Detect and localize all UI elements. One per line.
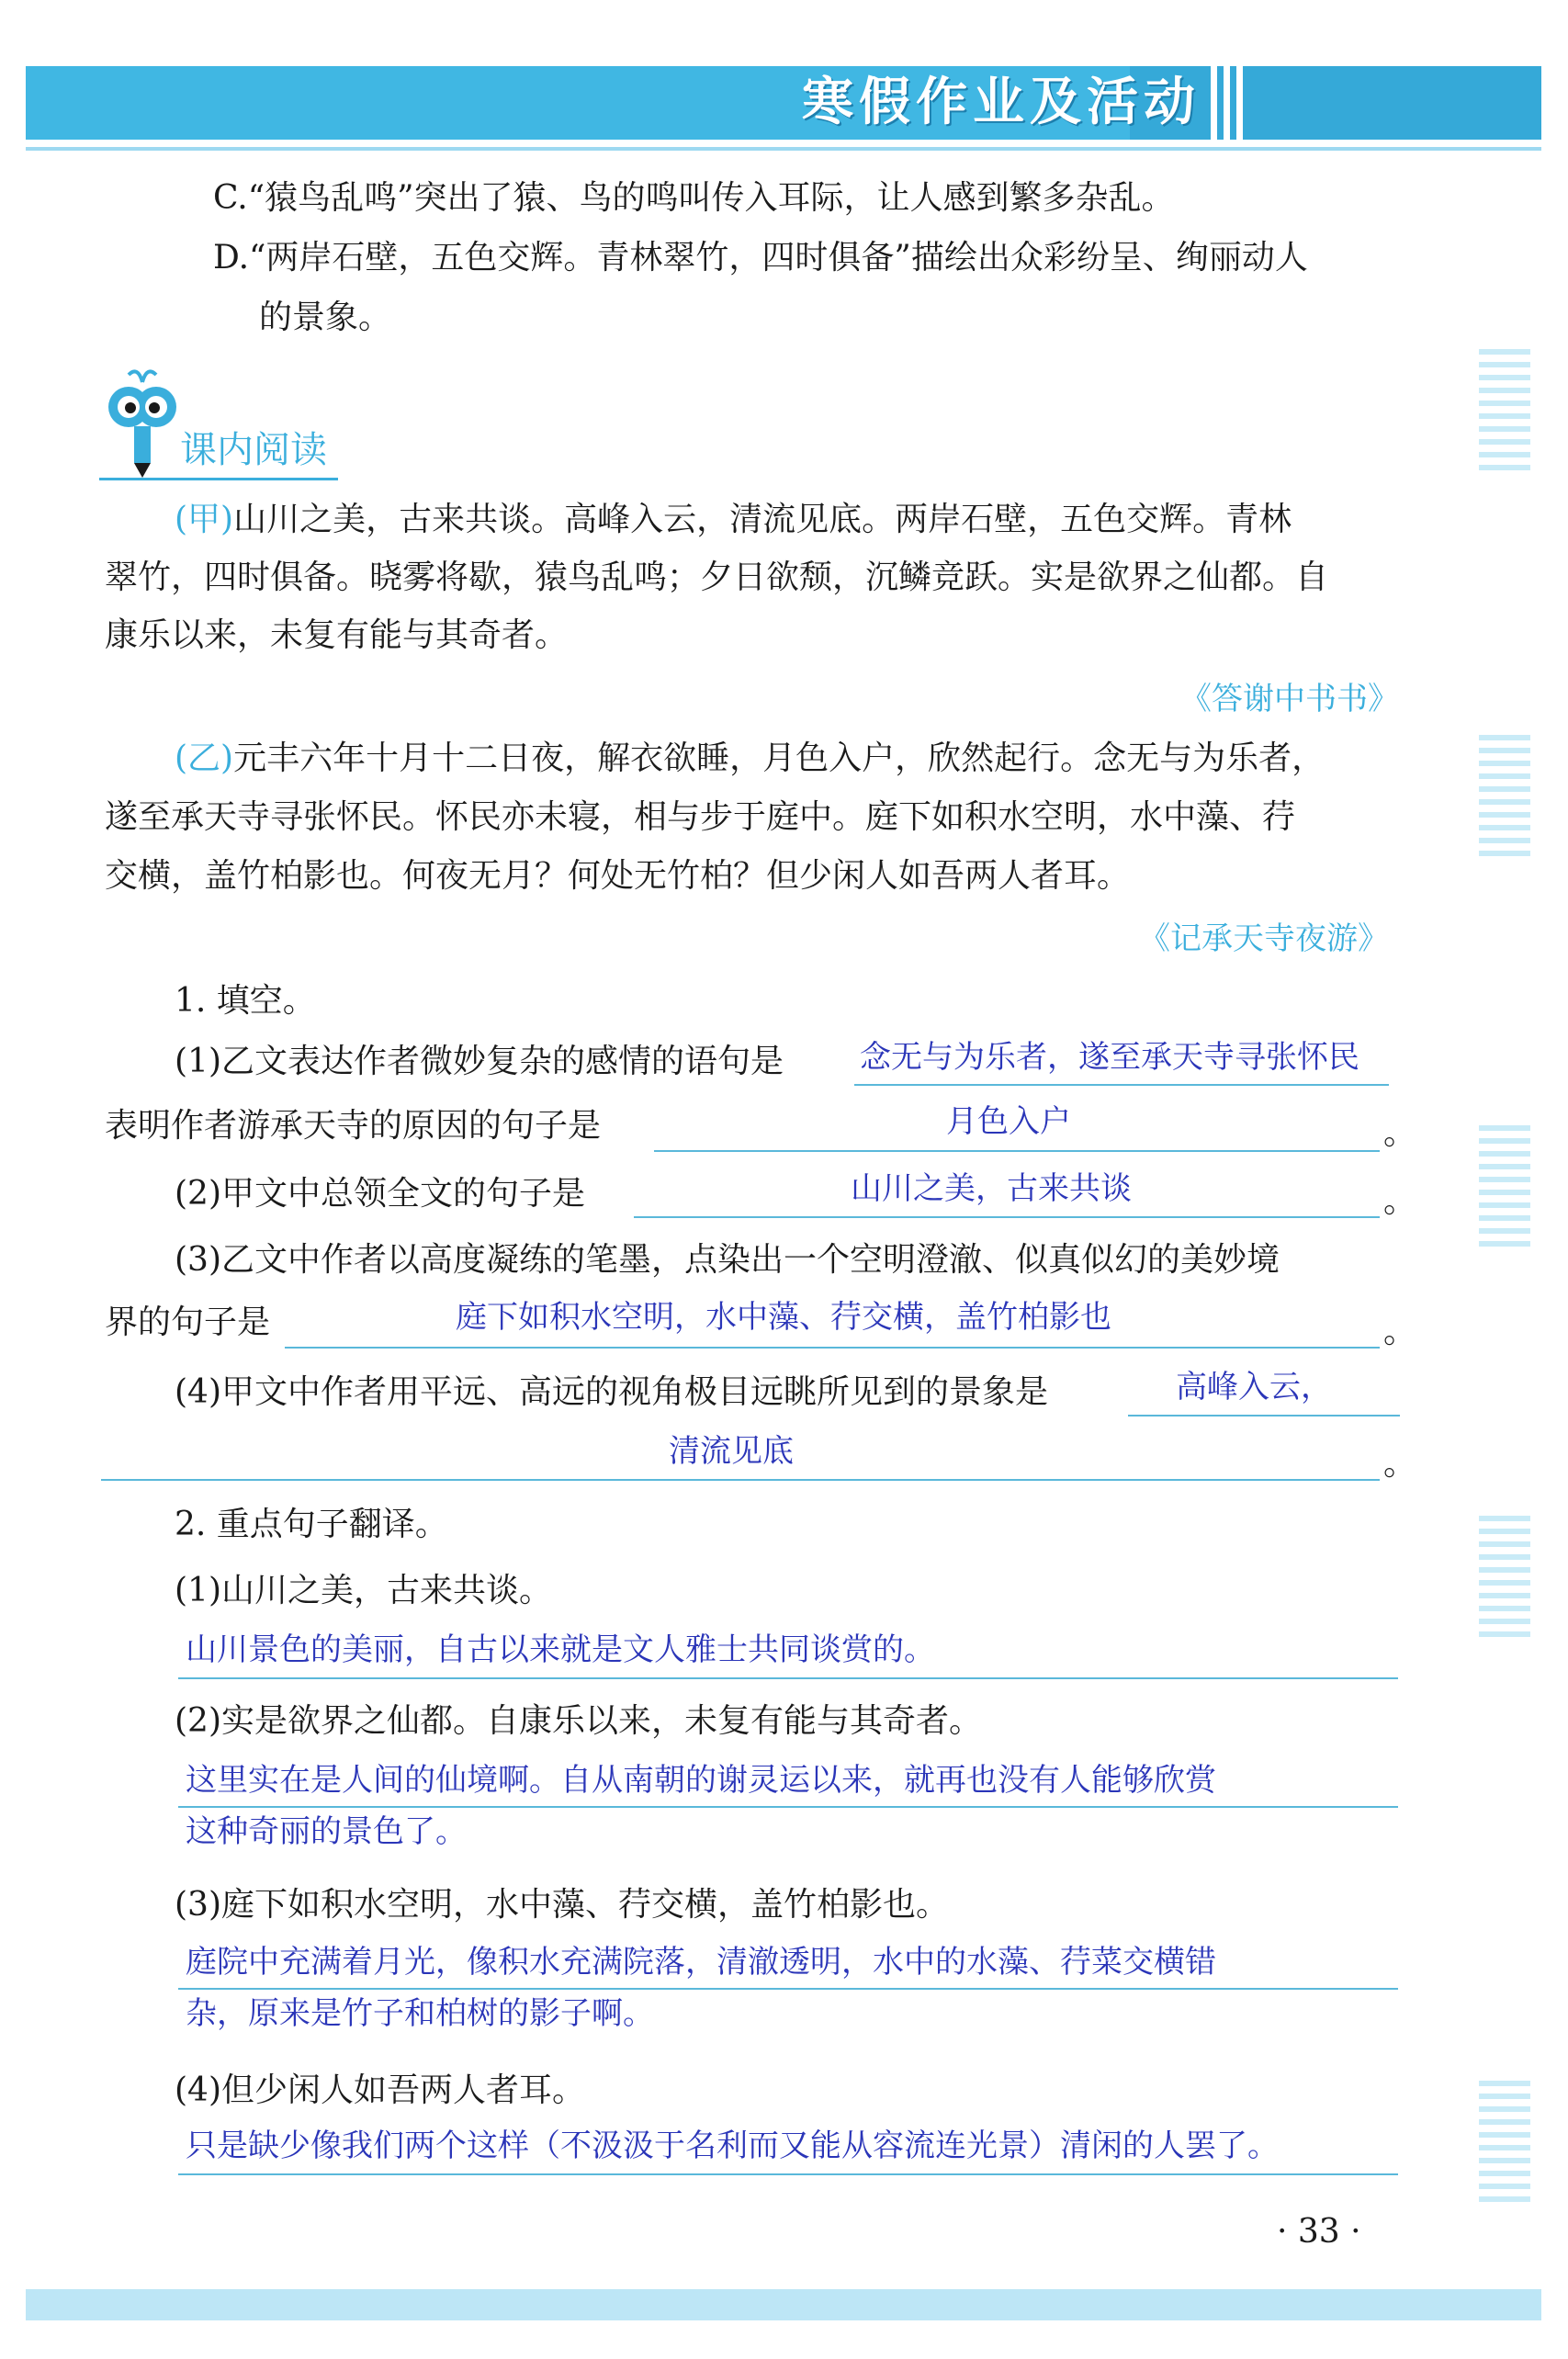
passage-jia-line-2: 翠竹，四时俱备。晓雾将歇，猿鸟乱鸣；夕日欲颓，沉鳞竞跃。实是欲界之仙都。自 xyxy=(105,559,1329,596)
passage-yi-source: 《记承天寺夜游》 xyxy=(1139,920,1389,957)
q1-2-prompt: (2)甲文中总领全文的句子是 xyxy=(175,1175,585,1213)
answer-text: 念无与为乐者，遂至承天寺寻张怀民 xyxy=(860,1039,1359,1076)
option-d-cont: 的景象。 xyxy=(259,299,392,336)
q1-title: 1. 填空。 xyxy=(175,982,316,1020)
side-decoration xyxy=(1479,735,1530,863)
sentence-end: 。 xyxy=(1383,1445,1417,1483)
q1-1-prompt: (1)乙文表达作者微妙复杂的感情的语句是 xyxy=(175,1043,784,1080)
section-title: 课内阅读 xyxy=(180,429,327,471)
side-decoration xyxy=(1479,2081,1530,2209)
answer-line xyxy=(285,1347,1380,1349)
header-rule xyxy=(26,147,1541,151)
header-stripes xyxy=(1211,66,1247,140)
answer-line xyxy=(101,1479,1380,1481)
answer-text: 高峰入云， xyxy=(1176,1369,1332,1405)
answer-line xyxy=(654,1150,1380,1152)
header-title: 寒假作业及活动 xyxy=(802,73,1201,132)
answer-text: 庭院中充满着月光，像积水充满院落，清澈透明，水中的水藻、荇菜交横错 xyxy=(186,1944,1216,1981)
side-decoration xyxy=(1479,1516,1530,1644)
answer-line xyxy=(854,1084,1389,1086)
answer-text: 清流见底 xyxy=(669,1433,794,1470)
answer-text: 只是缺少像我们两个这样（不汲汲于名利而又能从容流连光景）清闲的人罢了。 xyxy=(186,2128,1279,2164)
q2-2-prompt: (2)实是欲界之仙都。自康乐以来，未复有能与其奇者。 xyxy=(175,1702,982,1740)
answer-text: 庭下如积水空明，水中藻、荇交横，盖竹柏影也 xyxy=(456,1299,1111,1336)
answer-line xyxy=(1128,1415,1400,1417)
passage-tag: (乙) xyxy=(175,739,234,777)
passage-jia-line-3: 康乐以来，未复有能与其奇者。 xyxy=(105,616,569,654)
side-decoration xyxy=(1479,1125,1530,1254)
answer-text: 杂，原来是竹子和柏树的影子啊。 xyxy=(186,1995,654,2032)
q2-4-prompt: (4)但少闲人如吾两人者耳。 xyxy=(175,2071,585,2109)
passage-jia-line-1: (甲)山川之美，古来共谈。高峰入云，清流见底。两岸石壁，五色交辉。青林 xyxy=(175,501,1292,538)
answer-line xyxy=(178,2173,1398,2175)
q2-3-prompt: (3)庭下如积水空明，水中藻、荇交横，盖竹柏影也。 xyxy=(175,1886,949,1924)
option-c: C.“猿鸟乱鸣”突出了猿、鸟的鸣叫传入耳际，让人感到繁多杂乱。 xyxy=(213,179,1175,217)
q1-1b-prompt: 表明作者游承天寺的原因的句子是 xyxy=(105,1107,602,1145)
answer-line xyxy=(634,1216,1380,1218)
footer-band xyxy=(26,2289,1541,2320)
q1-3-prompt: (3)乙文中作者以高度凝练的笔墨，点染出一个空明澄澈、似真似幻的美妙境 xyxy=(175,1241,1280,1279)
pencil-mascot-icon xyxy=(101,366,184,480)
q2-title: 2. 重点句子翻译。 xyxy=(175,1506,448,1543)
passage-yi-line-1: (乙)元丰六年十月十二日夜，解衣欲睡，月色入户，欣然起行。念无与为乐者， xyxy=(175,739,1325,777)
sentence-end: 。 xyxy=(1383,1182,1417,1220)
side-decoration xyxy=(1479,349,1530,478)
passage-yi-line-2: 遂至承天寺寻张怀民。怀民亦未寝，相与步于庭中。庭下如积水空明，水中藻、荇 xyxy=(105,798,1296,836)
q2-1-prompt: (1)山川之美，古来共谈。 xyxy=(175,1572,552,1609)
answer-text: 月色入户 xyxy=(946,1103,1071,1140)
q1-3b-prompt: 界的句子是 xyxy=(105,1304,271,1341)
answer-text: 这种奇丽的景色了。 xyxy=(186,1813,467,1850)
sentence-end: 。 xyxy=(1383,1114,1417,1152)
answer-line xyxy=(178,1677,1398,1679)
passage-tag: (甲) xyxy=(175,501,234,538)
option-d: D.“两岸石壁，五色交辉。青林翠竹，四时俱备”描绘出众彩纷呈、绚丽动人 xyxy=(213,239,1308,277)
sentence-end: 。 xyxy=(1383,1313,1417,1350)
answer-text: 这里实在是人间的仙境啊。自从南朝的谢灵运以来，就再也没有人能够欣赏 xyxy=(186,1762,1216,1799)
passage-jia-source: 《答谢中书书》 xyxy=(1180,681,1399,717)
passage-yi-line-3: 交横，盖竹柏影也。何夜无月？何处无竹柏？但少闲人如吾两人者耳。 xyxy=(105,857,1131,895)
page-number: · 33 · xyxy=(1277,2213,1361,2251)
answer-text: 山川之美，古来共谈 xyxy=(851,1170,1132,1207)
q1-4-prompt: (4)甲文中作者用平远、高远的视角极目远眺所见到的景象是 xyxy=(175,1373,1048,1411)
section-rule xyxy=(99,478,338,480)
answer-text: 山川景色的美丽，自古以来就是文人雅士共同谈赏的。 xyxy=(186,1631,935,1668)
